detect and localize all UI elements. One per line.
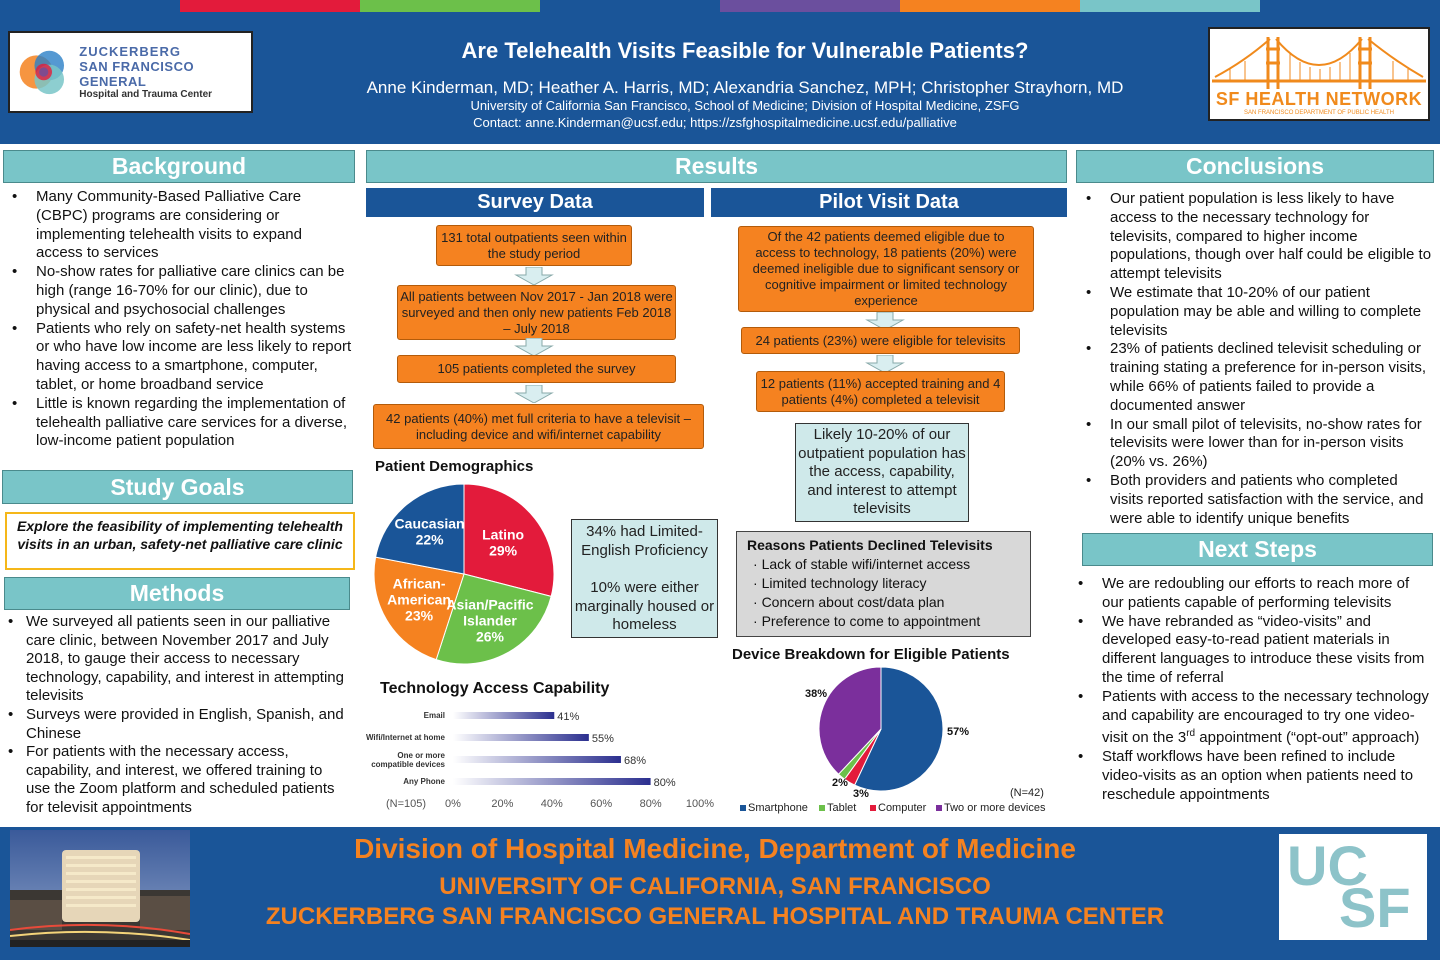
poster-title: Are Telehealth Visits Feasible for Vulnerable Patients? — [461, 38, 1029, 63]
x-tick-label: 20% — [491, 798, 514, 810]
lep-text: 34% had Limited-English Proficiency — [581, 523, 708, 559]
x-tick-label: 80% — [639, 798, 662, 810]
bar-category-label: Email — [423, 711, 445, 720]
pie-label: African-American 23% — [387, 575, 451, 624]
legend-label: Smartphone — [748, 802, 808, 814]
footer-division: Division of Hospital Medicine, Department of Medicine — [354, 833, 1076, 864]
methods-heading: Methods — [4, 577, 350, 610]
down-arrow-icon — [514, 267, 554, 285]
study-goals-box: Explore the feasibility of implementing telehealth visits in an urban, safety-net palliative care clinic — [5, 512, 355, 570]
declined-item: · Preference to come to appointment — [753, 613, 981, 629]
stripe-segment — [720, 0, 900, 12]
stripe-segment — [0, 0, 180, 12]
list-item: • We surveyed all patients seen in our palliative care clinic, between November 2017 and July 2018, to gauge their access to necessary technology, capability, and interest in attempting televisits — [0, 613, 350, 706]
list-item: • We are redoubling our efforts to reach more of our patients capable of performing televisits — [1070, 575, 1432, 613]
survey-data-heading: Survey Data — [366, 188, 704, 217]
pie-label: 38% — [805, 688, 828, 700]
bar-category-label: Wifi/Internet at home — [365, 733, 445, 742]
x-tick-label: 40% — [540, 798, 563, 810]
sf-health-network-logo — [1208, 27, 1430, 121]
bar — [453, 778, 651, 785]
list-item: • 23% of patients declined televisit scheduling or training stating a preference for in-person visits, while 66% of patients failed to provide a documented answer — [1078, 340, 1434, 415]
n-label: (N=105) — [386, 798, 427, 810]
survey-flow-step: 131 total outpatients seen within the study period — [436, 225, 632, 266]
golden-gate-bridge-icon — [1210, 31, 1428, 91]
stripe-segment — [1260, 0, 1440, 12]
list-item: • Staff workflows have been refined to include video-visits as an option when patients need to reschedule appointments — [1070, 748, 1432, 804]
list-item: • No-show rates for palliative care clinics can be high (range 16-70% for our clinic), due to physical and psychosocial challenges — [4, 263, 352, 319]
x-tick-label: 60% — [590, 798, 613, 810]
pie-label: Caucasian 22% — [394, 515, 465, 548]
n-label: (N=42) — [1010, 787, 1044, 799]
legend-swatch — [936, 805, 942, 811]
zsfg-logo-line2: SAN FRANCISCO GENERAL — [79, 59, 195, 89]
list-item: • We estimate that 10-20% of our patient population may be able and willing to complete televisits — [1078, 284, 1434, 340]
study-goals-heading: Study Goals — [2, 470, 353, 504]
footer-university: UNIVERSITY OF CALIFORNIA, SAN FRANCISCO — [439, 873, 991, 900]
survey-flow-step: 105 patients completed the survey — [397, 355, 676, 383]
zsfg-logo-line1: ZUCKERBERG — [79, 44, 181, 59]
bar — [453, 756, 621, 763]
declined-item: · Lack of stable wifi/internet access — [753, 556, 971, 572]
authors: Anne Kinderman, MD; Heather A. Harris, MD; Alexandria Sanchez, MPH; Christopher Strayhorn, MD — [366, 78, 1124, 97]
ucsf-logo-uc: UC — [1287, 834, 1368, 897]
bar — [453, 734, 589, 741]
stripe-segment — [1080, 0, 1260, 12]
color-stripe — [0, 0, 1440, 12]
pilot-visit-heading: Pilot Visit Data — [711, 188, 1067, 217]
bar — [453, 712, 554, 719]
patient-info-box — [571, 519, 718, 638]
pie-label: 3% — [853, 788, 869, 800]
legend-label: Tablet — [827, 802, 857, 814]
zsfg-logo — [8, 31, 253, 113]
stripe-segment — [360, 0, 540, 12]
declined-title: Reasons Patients Declined Televisits — [747, 537, 993, 553]
device-chart-title: Device Breakdown for Eligible Patients — [732, 646, 1010, 663]
down-arrow-icon — [514, 385, 554, 403]
bar-value-label: 41% — [557, 711, 580, 723]
conclusions-heading: Conclusions — [1076, 150, 1434, 183]
technology-bar-chart — [340, 700, 725, 818]
conclusions-list — [1078, 190, 1434, 528]
pilot-flow-step: Of the 42 patients deemed eligible due to access to technology, 18 patients (20%) were deemed ineligible due to significant sensory or cognitive impairment or limited technology experience — [738, 226, 1034, 312]
list-item: • Surveys were provided in English, Spanish, and Chinese — [0, 706, 350, 743]
device-pie-chart — [730, 664, 1060, 819]
declined-item: · Limited technology literacy — [753, 575, 927, 591]
survey-flow-step: 42 patients (40%) met full criteria to have a televisit – including device and wifi/internet capability — [373, 404, 704, 449]
bar-value-label: 68% — [623, 755, 646, 767]
stripe-segment — [900, 0, 1080, 12]
pie-label: 2% — [832, 777, 848, 789]
legend-swatch — [740, 805, 746, 811]
down-arrow-icon — [514, 338, 554, 356]
housing-text: 10% were either marginally housed or homeless — [574, 579, 715, 633]
bar-category-label: One or more compatible devices — [371, 751, 445, 769]
list-item: • For patients with the necessary access, capability, and interest, we offered training to use the Zoom platform and scheduled patients for televisit appointments — [0, 743, 350, 817]
x-tick-label: 0% — [445, 798, 461, 810]
next-steps-heading: Next Steps — [1082, 533, 1433, 566]
list-item: • Patients with access to the necessary technology and capability are encouraged to try one video-visit on the 3rd appointment (“opt-out” approach) — [1070, 688, 1432, 748]
ucsf-logo — [1279, 834, 1427, 940]
stripe-segment — [540, 0, 720, 12]
x-tick-label: 100% — [685, 798, 715, 810]
list-item: • Little is known regarding the implementation of telehealth palliative care services for a diverse, low-income patient population — [4, 395, 352, 451]
pie-label: 57% — [947, 726, 970, 738]
technology-chart-title: Technology Access Capability — [380, 680, 610, 697]
pilot-flow-step: 12 patients (11%) accepted training and 4 patients (4%) completed a televisit — [756, 371, 1005, 412]
list-item: • Our patient population is less likely to have access to the necessary technology for televisits, compared to higher income populations, though over half could be eligible to attempt televisits — [1078, 190, 1434, 284]
background-heading: Background — [3, 150, 355, 183]
affiliation: University of California San Francisco, School of Medicine; Division of Hospital Medicine, ZSFG — [470, 98, 1020, 113]
list-item: • Patients who rely on safety-net health systems or who have low income are less likely to report having access to a smartphone, computer, tablet, or home broadband service — [4, 320, 352, 395]
declined-item: · Concern about cost/data plan — [753, 594, 945, 610]
demographics-pie-chart — [370, 478, 570, 674]
legend-label: Two or more devices — [944, 802, 1046, 814]
stripe-segment — [180, 0, 360, 12]
zsfg-logo-line3: Hospital and Trauma Center — [79, 89, 213, 100]
bar-value-label: 55% — [591, 733, 614, 745]
declined-reasons-box — [736, 531, 1031, 637]
ucsf-logo-sf: SF — [1339, 876, 1411, 939]
demographics-chart-title: Patient Demographics — [375, 458, 534, 475]
list-item: • Many Community-Based Palliative Care (CBPC) programs are considering or implementing telehealth visits to expand access to services — [4, 188, 352, 263]
pilot-flow-step: 24 patients (23%) were eligible for televisits — [741, 327, 1020, 354]
pie-label: Asian/Pacific Islander 26% — [446, 596, 534, 645]
pie-label: Latino 29% — [482, 526, 525, 559]
legend-swatch — [819, 805, 825, 811]
legend-label: Computer — [878, 802, 927, 814]
list-item: • Both providers and patients who completed visits reported satisfaction with the service, and were able to identify unique benefits — [1078, 472, 1434, 528]
bar-category-label: Any Phone — [403, 777, 445, 786]
results-heading: Results — [366, 150, 1067, 183]
list-item: • In our small pilot of televisits, no-show rates for televisits were lower than for in-person visits (20% vs. 26%) — [1078, 416, 1434, 472]
legend-swatch — [870, 805, 876, 811]
zsfg-circles-icon — [16, 41, 73, 103]
list-item: • We have rebranded as “video-visits” and developed easy-to-read patient materials in different languages to introduce these visits from the time of referral — [1070, 613, 1432, 688]
bar-value-label: 80% — [653, 777, 676, 789]
methods-list — [0, 613, 350, 818]
likely-summary-box: Likely 10-20% of our outpatient population has the access, capability, and interest to attempt televisits — [795, 423, 969, 522]
background-list — [4, 188, 352, 451]
contact: Contact: anne.Kinderman@ucsf.edu; https://zsfghospitalmedicine.ucsf.edu/palliative — [473, 115, 957, 130]
next-steps-list — [1070, 575, 1432, 805]
footer-hospital: ZUCKERBERG SAN FRANCISCO GENERAL HOSPITAL AND TRAUMA CENTER — [265, 903, 1165, 930]
sf-health-network-title: SF HEALTH NETWORK — [1215, 89, 1423, 109]
survey-flow-step: All patients between Nov 2017 - Jan 2018 were surveyed and then only new patients Feb 2018 – July 2018 — [397, 285, 676, 340]
sf-dph-subtitle: SAN FRANCISCO DEPARTMENT OF PUBLIC HEALTH — [1244, 110, 1394, 116]
